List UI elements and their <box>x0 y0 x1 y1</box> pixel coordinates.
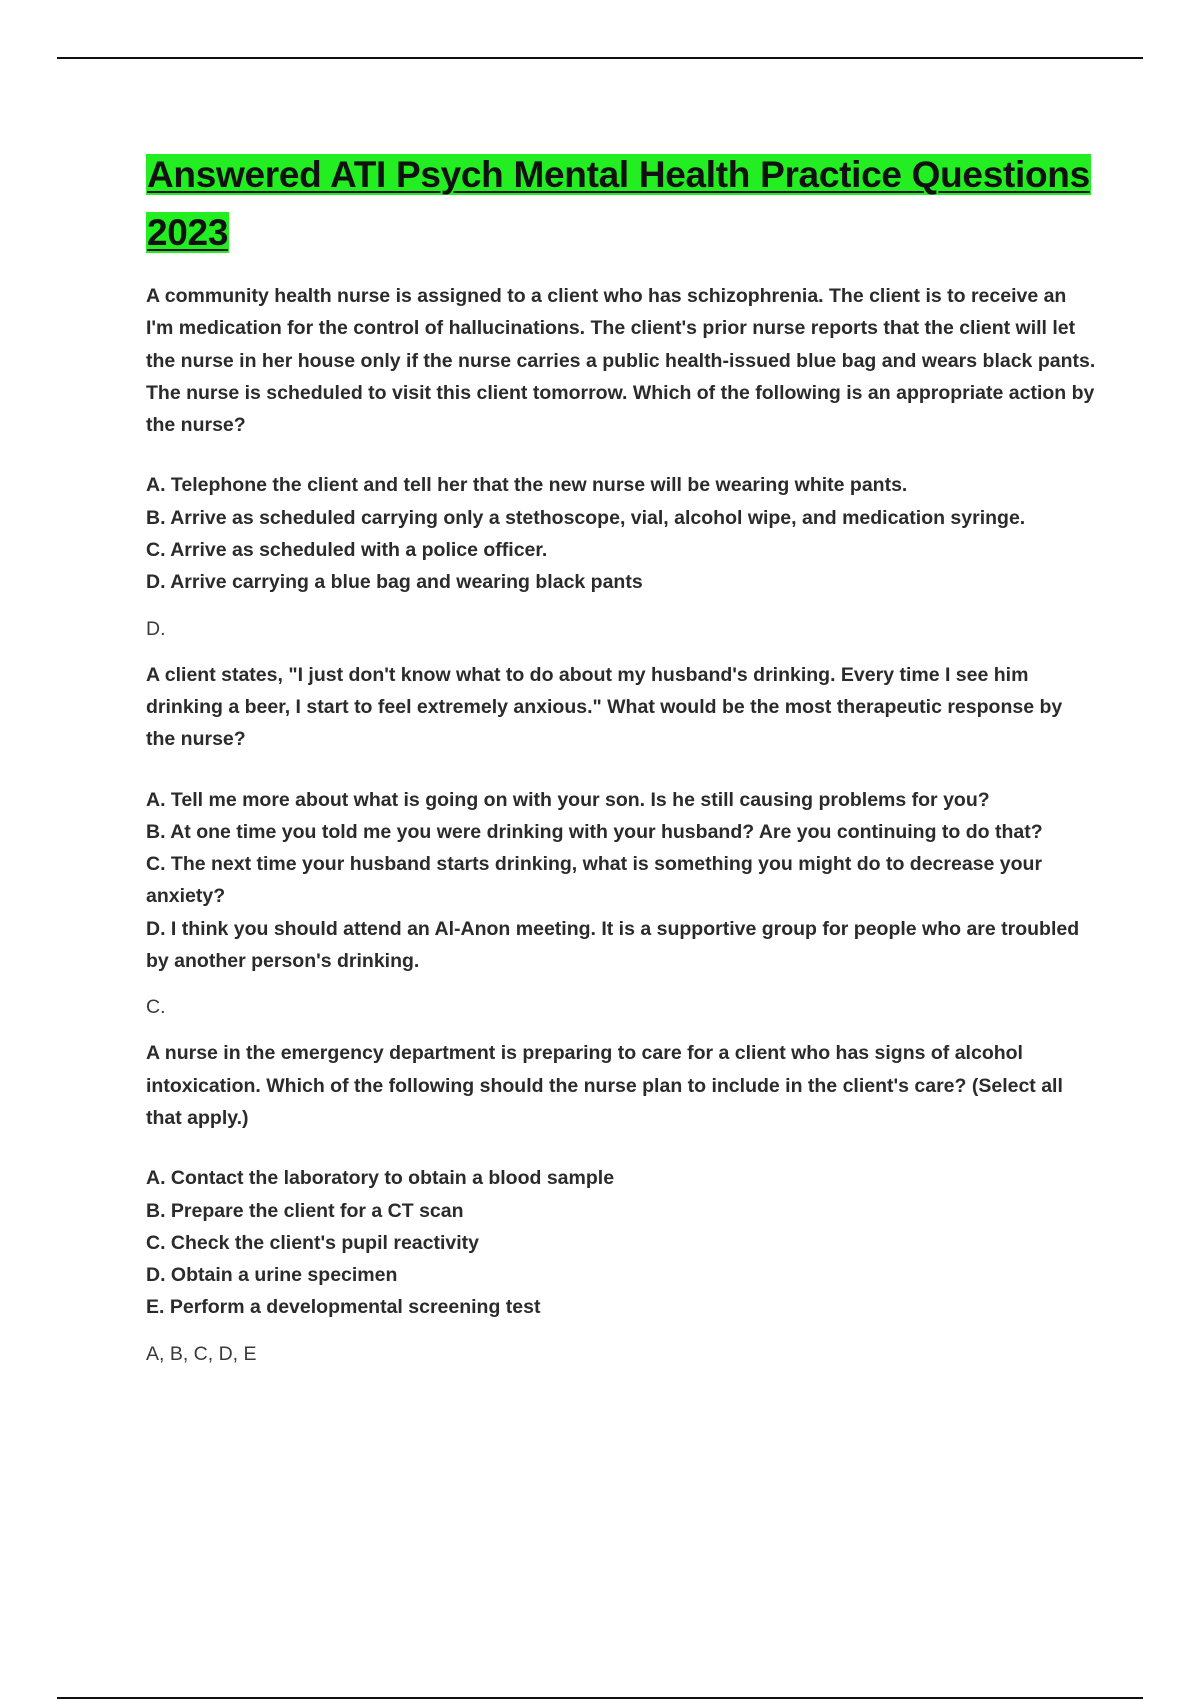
question-3-text: A nurse in the emergency department is preparing to care for a client who has signs of alcohol intoxication. Which of the following should the nurse plan to include in the client's care? (Select all that apply.) <box>146 1042 1063 1129</box>
question-3-option-e: E. Perform a developmental screening test <box>146 1296 541 1319</box>
question-1-option-d: D. Arrive carrying a blue bag and wearing black pants <box>146 571 643 594</box>
question-2-option-c: C. The next time your husband starts drinking, what is something you might do to decrease your anxiety? <box>146 853 1043 908</box>
question-1-option-a: A. Telephone the client and tell her that the new nurse will be wearing white pants. <box>146 474 908 497</box>
question-1-answer: D. <box>146 617 166 640</box>
question-3-option-c: C. Check the client's pupil reactivity <box>146 1231 479 1254</box>
question-2-text: A client states, "I just don't know what to do about my husband's drinking. Every time I see him drinking a beer, I start to feel extremely anxious." What would be the most therapeutic response by the nurse? <box>146 663 1063 751</box>
question-1-text: A community health nurse is assigned to a client who has schizophrenia. The client is to receive an I'm medication for the control of hallucinations. The client's prior nurse reports that the client will let the nurse in her house only if the nurse carries a public health-issued blue bag and wears black pants. The nurse is scheduled to visit this client tomorrow. Which of the following is an appropriate action by the nurse? <box>146 285 1096 437</box>
question-3-option-b: B. Prepare the client for a CT scan <box>146 1199 464 1222</box>
bottom-rule <box>57 1697 1143 1699</box>
question-1-option-c: C. Arrive as scheduled with a police officer. <box>146 539 548 562</box>
document-body <box>146 146 1096 1370</box>
question-2-option-b: B. At one time you told me you were drinking with your husband? Are you continuing to do that? <box>146 820 1043 843</box>
question-3-answer: A, B, C, D, E <box>146 1342 257 1365</box>
page-title-text: Answered ATI Psych Mental Health Practice Questions 2023 <box>147 154 1090 253</box>
question-3-option-d: D. Obtain a urine specimen <box>146 1264 398 1287</box>
question-3-option-a: A. Contact the laboratory to obtain a blood sample <box>146 1167 615 1190</box>
question-3-options <box>146 1162 1096 1323</box>
question-2-option-a: A. Tell me more about what is going on with your son. Is he still causing problems for you? <box>146 788 990 811</box>
question-2-answer: C. <box>146 996 166 1019</box>
question-2-options <box>146 784 1096 978</box>
page-title <box>146 146 1096 262</box>
question-2-option-d: D. I think you should attend an Al-Anon meeting. It is a supportive group for people who are troubled by another person's drinking. <box>146 917 1080 973</box>
top-rule <box>57 57 1143 59</box>
question-1-options <box>146 469 1096 598</box>
question-1-option-b: B. Arrive as scheduled carrying only a stethoscope, vial, alcohol wipe, and medication syringe. <box>146 506 1026 529</box>
